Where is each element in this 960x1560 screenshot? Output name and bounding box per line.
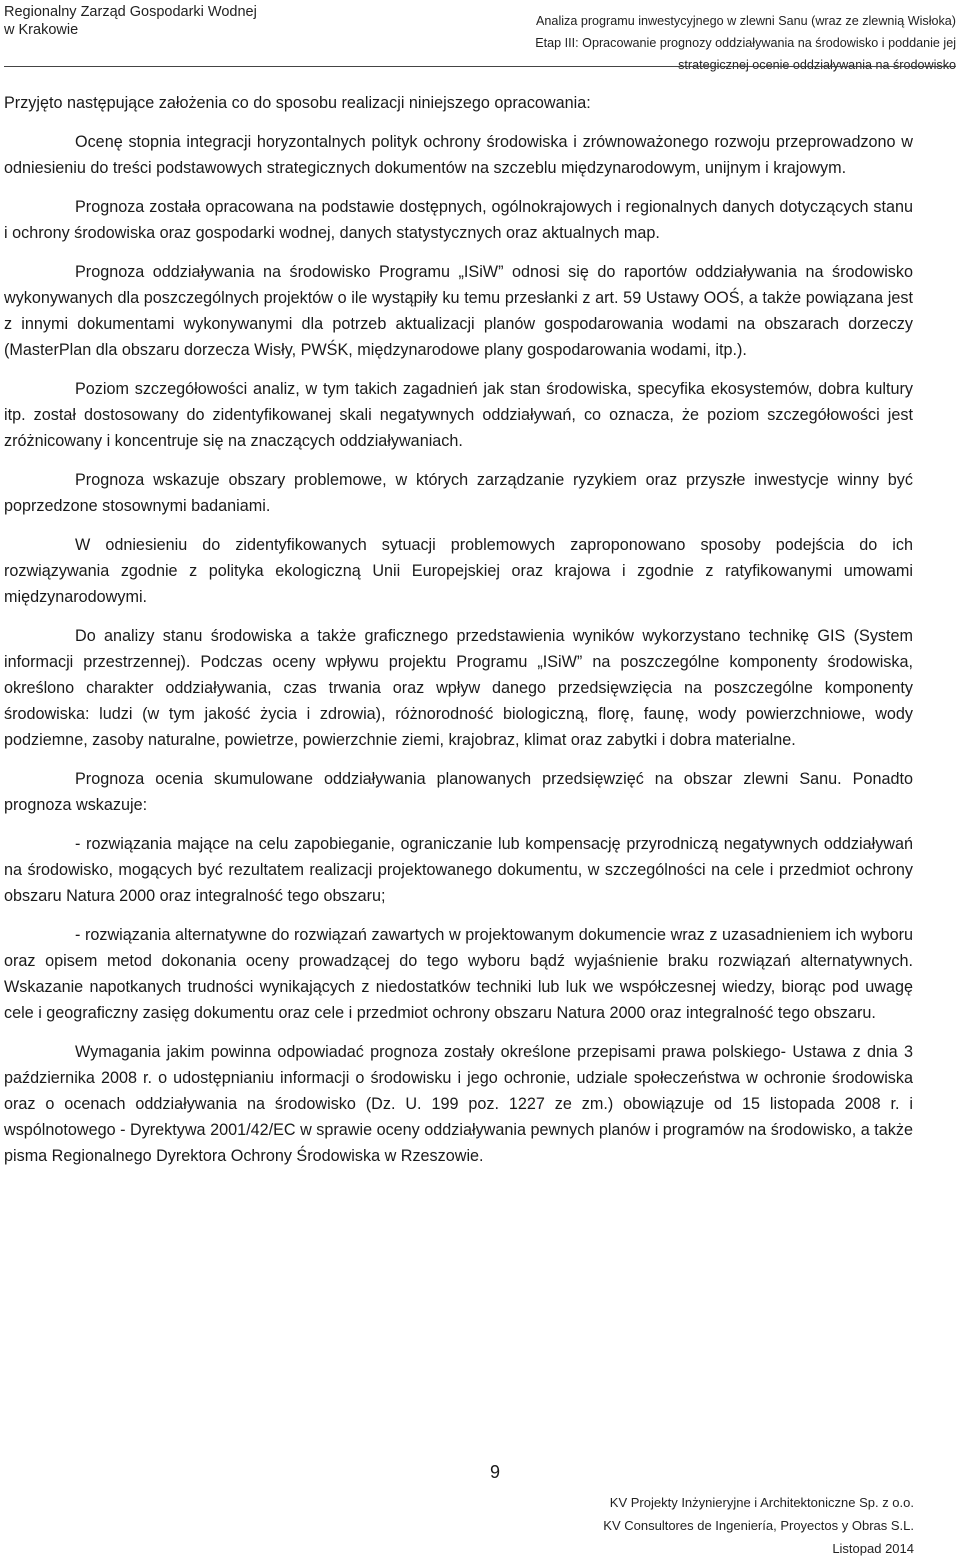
paragraph: Ocenę stopnia integracji horyzontalnych polityk ochrony środowiska i zrównoważonego rozwoju przeprowadzono w odniesieniu do treści podstawowych strategicznych dokumentów na szczeblu międzynarodowym, unijnym i krajowym. — [4, 133, 913, 177]
header-organization — [4, 3, 257, 39]
page-footer — [603, 1491, 914, 1560]
header-title-line-3: strategicznej ocenie oddziaływania na środowisko — [678, 58, 956, 72]
paragraph: Prognoza ocenia skumulowane oddziaływania planowanych przedsięwzięć na obszar zlewni Sanu. Ponadto prognoza wskazuje: — [4, 770, 913, 814]
paragraph: Poziom szczegółowości analiz, w tym takich zagadnień jak stan środowiska, specyfika ekosystemów, dobra kultury itp. został dostosowany do zidentyfikowanej skali negatywnych oddziaływań, co oznacza, że poziom szczegółowości jest zróżnicowany i koncentruje się na znaczących oddziaływaniach. — [4, 380, 913, 450]
page-number: 9 — [489, 1462, 500, 1482]
paragraph: Wymagania jakim powinna odpowiadać prognoza zostały określone przepisami prawa polskiego- Ustawa z dnia 3 października 2008 r. o udostępnianiu informacji o środowisku i jego ochronie, udziale społeczeństwa w ochronie środowiska oraz o ocenach oddziaływania na środowisko (Dz. U. 199 poz. 1227 ze zm.) obowiązuje od 15 listopada 2008 r. i wspólnotowego - Dyrektywa 2001/42/EC w sprawie oceny oddziaływania pewnych planów i programów na środowisko, a także pisma Regionalnego Dyrektora Ochrony Środowiska w Rzeszowie. — [4, 1043, 913, 1165]
header-title-line-1: Analiza programu inwestycyjnego w zlewni Sanu (wraz ze zlewnią Wisłoka) — [536, 14, 956, 28]
paragraph: Do analizy stanu środowiska a także graficznego przedstawienia wyników wykorzystano technikę GIS (System informacji przestrzennej). Podczas oceny wpływu projektu Programu „ISiW” na poszczególne komponenty środowiska, określono charakter oddziaływania, czas trwania oraz wpływ danego przedsięwzięcia na poszczególne komponenty środowiska: ludzi (w tym jakość życia i zdrowia), różnorodność biologiczną, florę, faunę, wody powierzchniowe, wody podziemne, zasoby naturalne, powietrze, powierzchnie ziemi, krajobraz, klimat oraz zabytki i dobra materialne. — [4, 627, 913, 749]
list-item: - rozwiązania alternatywne do rozwiązań zawartych w projektowanym dokumencie wraz z uzasadnieniem ich wyboru oraz opisem metod dokonania oceny prowadzącej do tego wyboru bądź wyjaśnienie braku rozwiązań alternatywnych. Wskazanie napotkanych trudności wynikających z niedostatków techniki lub luk we współczesnej wiedzy, biorąc pod uwagę cele i geograficzny zasięg dokumentu oraz cele i przedmiot ochrony obszaru Natura 2000 oraz integralność tego obszaru. — [4, 926, 913, 1022]
list-item: - rozwiązania mające na celu zapobieganie, ograniczanie lub kompensację przyrodniczą negatywnych oddziaływań na środowisko, mogących być rezultatem realizacji projektowanego dokumentu, w szczególności na cele i przedmiot ochrony obszaru Natura 2000 oraz integralność tego obszaru; — [4, 835, 913, 905]
paragraph: Prognoza wskazuje obszary problemowe, w których zarządzanie ryzykiem oraz przyszłe inwestycje winny być poprzedzone stosownymi badaniami. — [4, 471, 913, 515]
paragraph: Prognoza oddziaływania na środowisko Programu „ISiW” odnosi się do raportów oddziaływania na środowisko wykonywanych dla poszczególnych projektów o ile wystąpiły ku temu przesłanki z art. 59 Ustawy OOŚ, a także powiązana jest z innymi dokumentami wykonywanymi dla potrzeb aktualizacji planów gospodarowania wodami na obszarach dorzeczy (MasterPlan dla obszaru dorzecza Wisły, PWŚK, międzynarodowe plany gospodarowania wodami, itp.). — [4, 263, 913, 359]
intro-text: Przyjęto następujące założenia co do sposobu realizacji niniejszego opracowania: — [4, 94, 591, 112]
paragraph: Prognoza została opracowana na podstawie dostępnych, ogólnokrajowych i regionalnych danych dotyczących stanu i ochrony środowiska oraz gospodarki wodnej, danych statystycznych oraz aktualnych map. — [4, 198, 913, 242]
footer-date: Listopad 2014 — [832, 1541, 914, 1556]
page-header — [0, 0, 960, 72]
footer-company-es: KV Consultores de Ingeniería, Proyectos y Obras S.L. — [603, 1518, 914, 1533]
header-divider — [4, 66, 956, 67]
header-title-line-2: Etap III: Opracowanie prognozy oddziaływania na środowisko i poddanie jej — [535, 36, 956, 50]
header-org-name: Regionalny Zarząd Gospodarki Wodnej — [4, 4, 257, 20]
paragraph: W odniesieniu do zidentyfikowanych sytuacji problemowych zaproponowano sposoby podejścia do ich rozwiązywania zgodnie z polityka ekologiczną Unii Europejskiej oraz krajowa i zgodnie z ratyfikowanymi umowami międzynarodowymi. — [4, 536, 913, 606]
header-org-city: w Krakowie — [4, 22, 79, 38]
footer-company-pl: KV Projekty Inżynieryjne i Architektoniczne Sp. z o.o. — [609, 1495, 914, 1510]
document-body — [4, 129, 913, 1182]
